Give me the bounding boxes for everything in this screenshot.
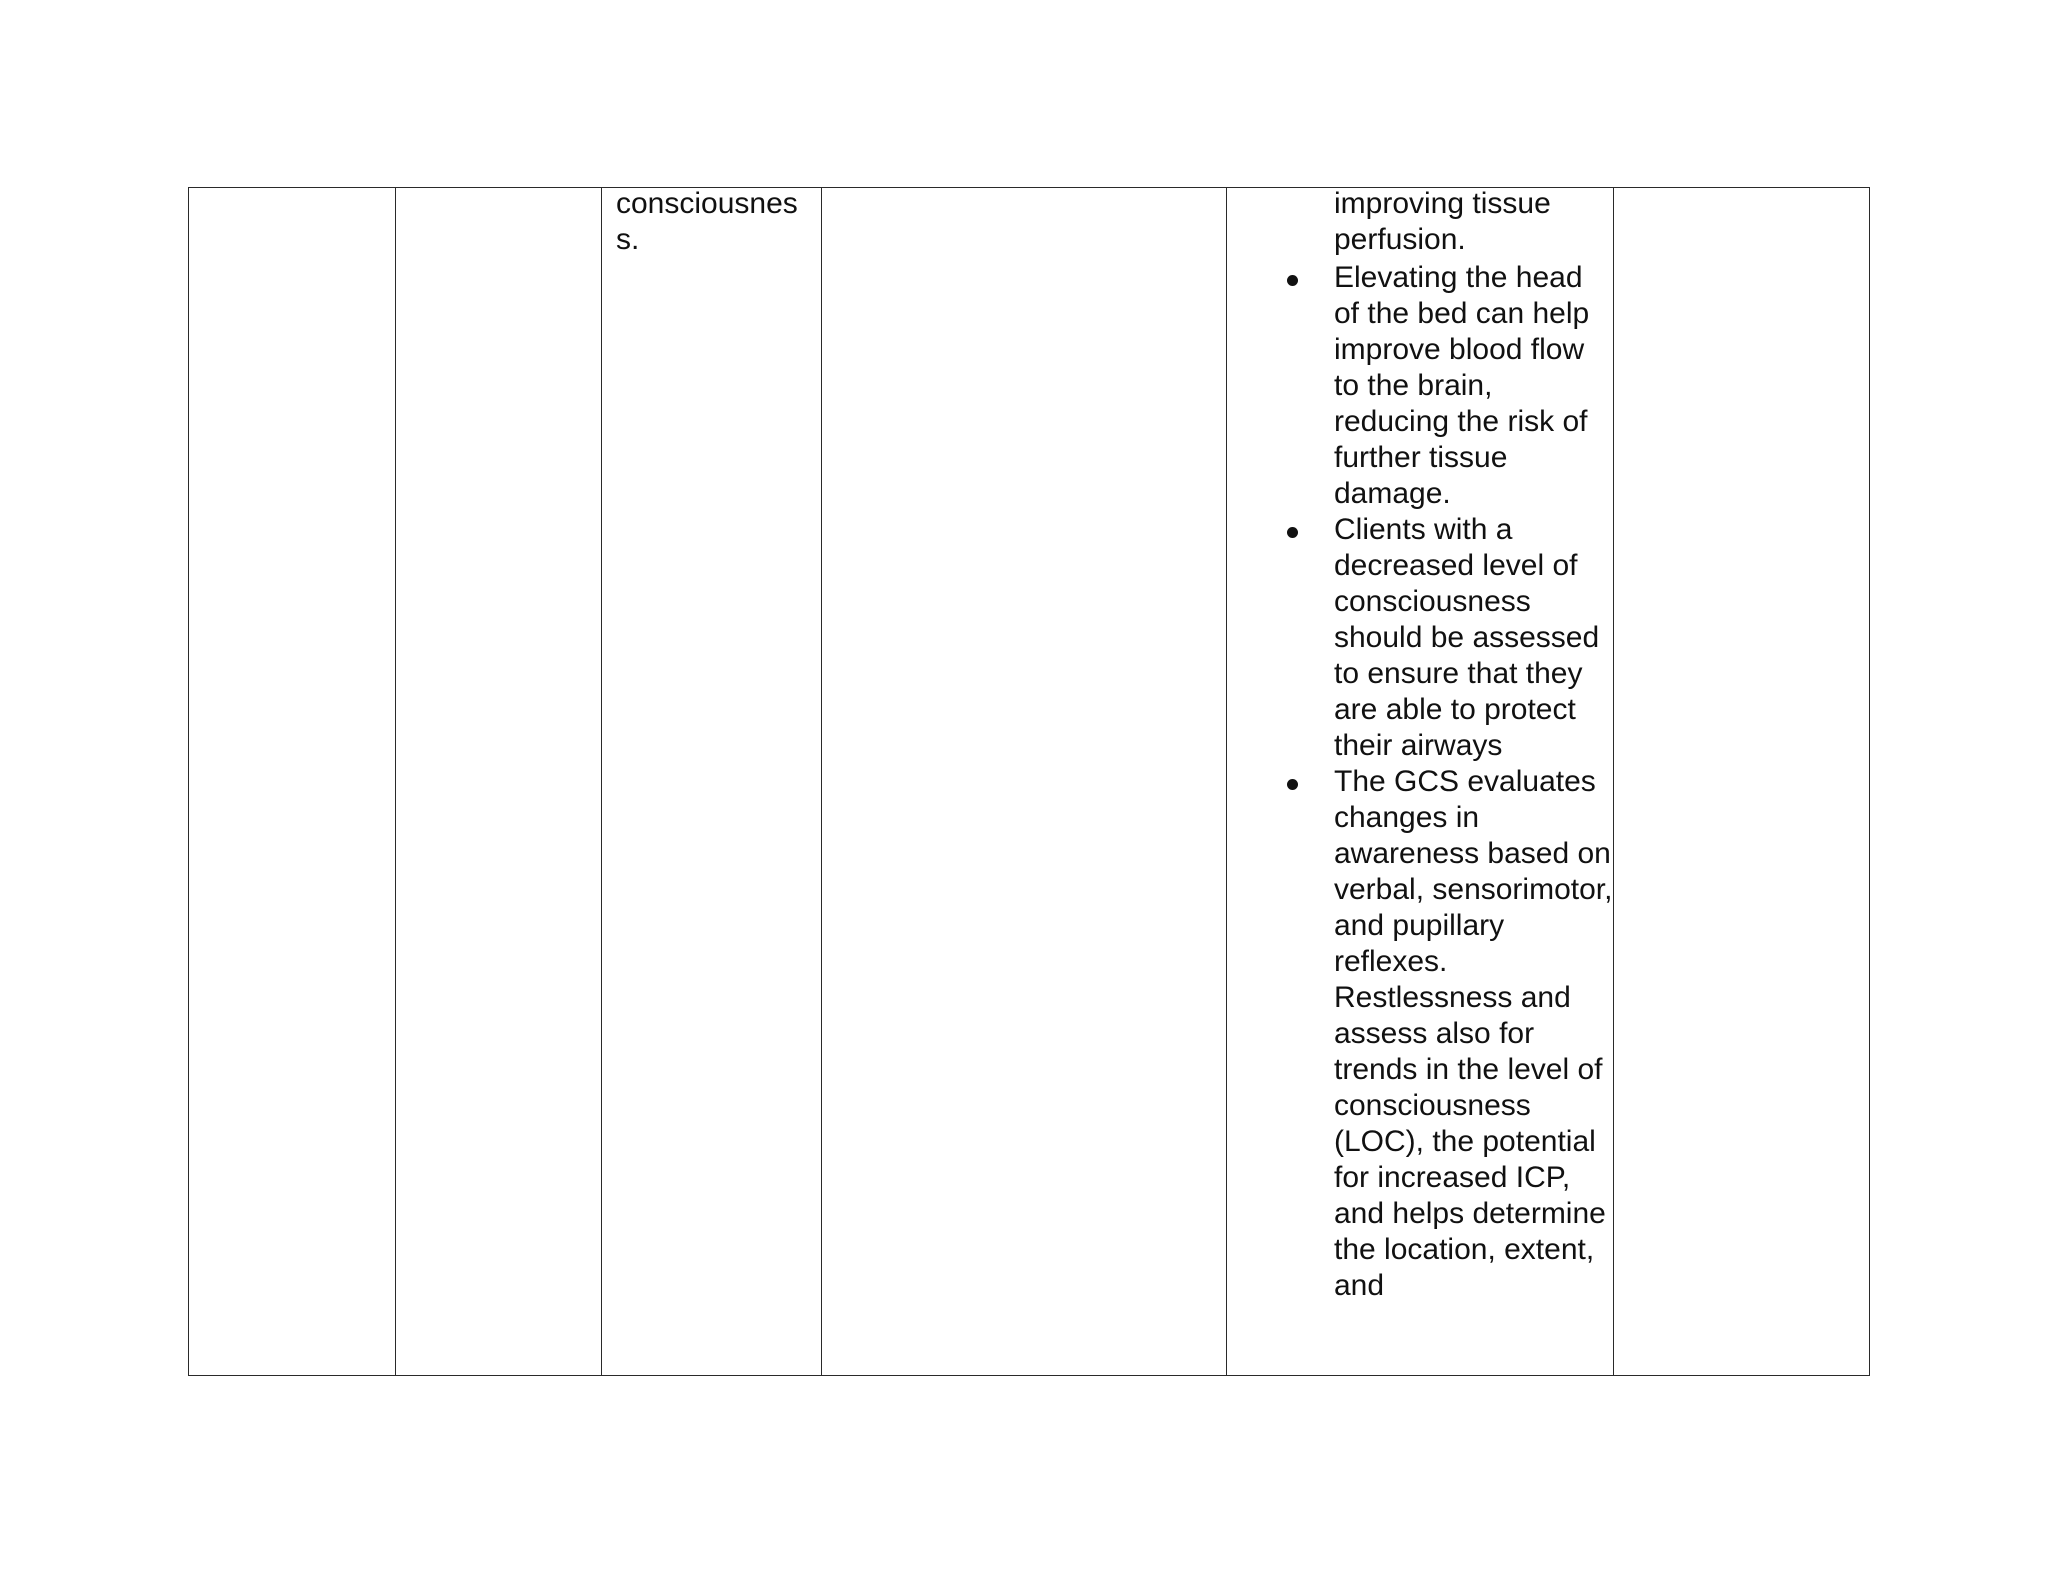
list-item xyxy=(1227,260,1613,512)
bullet-text: The GCS evaluates changes in awareness based on verbal, sensorimotor, and pupillary reflexes. Restlessness and assess also for trends in the level of consciousness (LOC), the potential for increased ICP, and helps determine the location, extent, and xyxy=(1334,765,1613,1302)
table-cell-col3 xyxy=(602,188,822,1376)
rationale-bullet-list xyxy=(1227,260,1613,1304)
list-item xyxy=(1227,764,1613,1304)
table-cell-col6 xyxy=(1614,188,1870,1376)
table-cell-col4 xyxy=(822,188,1227,1376)
care-plan-table xyxy=(188,187,1870,1376)
table-cell-col1 xyxy=(189,188,396,1376)
bullet-text: Clients with a decreased level of consciousness should be assessed to ensure that they are able to protect their airways xyxy=(1334,513,1600,762)
bullet-icon xyxy=(1287,527,1298,538)
bullet-icon xyxy=(1287,779,1298,790)
col5-continuation-text: improving tissue perfusion. xyxy=(1334,187,1551,256)
list-item xyxy=(1227,512,1613,764)
bullet-icon xyxy=(1287,275,1298,286)
table-cell-col5 xyxy=(1227,188,1614,1376)
table-row xyxy=(189,188,1870,1376)
bullet-text: Elevating the head of the bed can help improve blood flow to the brain, reducing the risk of further tissue damage. xyxy=(1334,261,1590,510)
table-cell-col2 xyxy=(396,188,602,1376)
col3-text: consciousnes s. xyxy=(616,187,798,256)
